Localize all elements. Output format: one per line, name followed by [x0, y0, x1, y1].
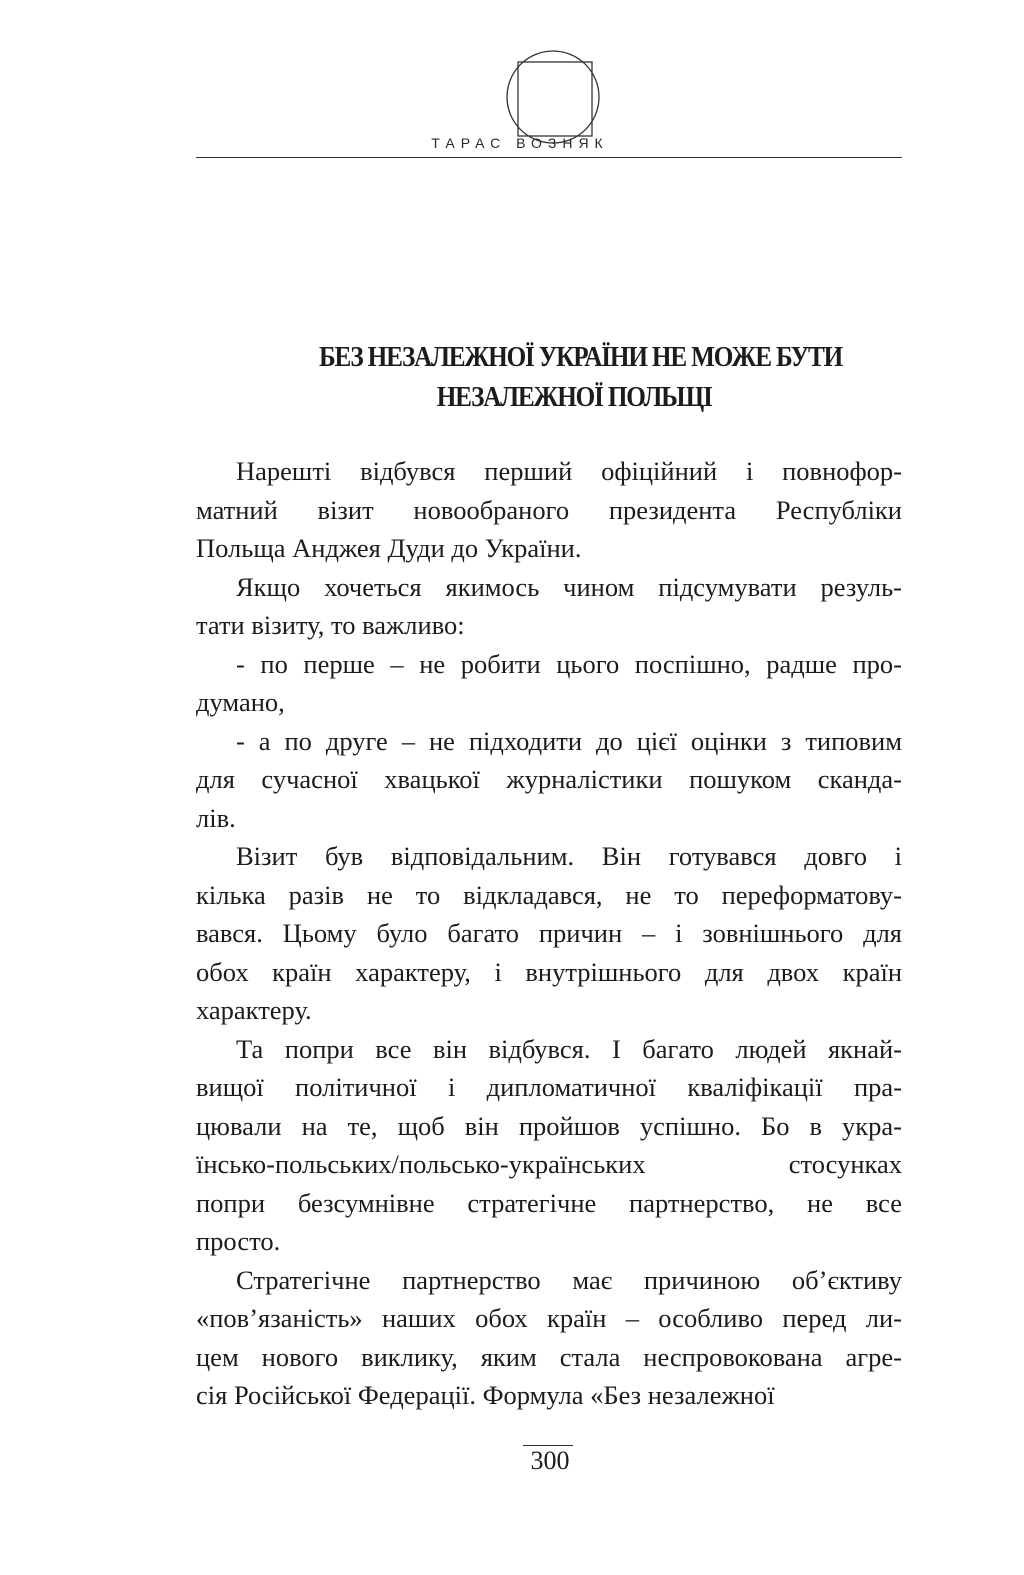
- paragraph: [196, 1261, 902, 1415]
- header-divider: [196, 157, 902, 158]
- paragraph-line: - по перше – не робити цього поспішно, радше про-: [236, 648, 902, 679]
- paragraph-line: сія Російської Федерації. Формула «Без незалежної: [196, 1380, 775, 1410]
- paragraph-line: тати візиту, то важливо:: [196, 610, 465, 640]
- paragraph-line: характеру.: [196, 995, 312, 1025]
- circle-square-emblem-icon: [504, 48, 602, 146]
- paragraph-line: Якщо хочеться якимось чином підсумувати резуль-: [236, 571, 902, 602]
- paragraph-line: просто.: [196, 1226, 281, 1256]
- paragraph-line: матний візит новообраного президента Республіки: [196, 494, 902, 525]
- body-text: [196, 452, 902, 1415]
- paragraph: [196, 452, 902, 568]
- paragraph-line: кілька разів не то відкладався, не то переформатову-: [196, 879, 902, 910]
- chapter-title-line-2: НЕЗАЛЕЖНОЇ ПОЛЬЩІ: [436, 382, 712, 413]
- paragraph-line: - а по друге – не підходити до цієї оцінки з типовим: [236, 725, 902, 756]
- paragraph: [196, 837, 902, 1030]
- paragraph-line: Стратегічне партнерство має причиною об’єктиву: [236, 1264, 902, 1295]
- paragraph-line: Польща Анджея Дуди до України.: [196, 533, 582, 563]
- paragraph-line: Та попри все він відбувся. І багато людей якнай-: [236, 1033, 902, 1064]
- paragraph-line: цювали на те, щоб він пройшов успішно. Бо в укра-: [196, 1110, 902, 1141]
- paragraph: [196, 1030, 902, 1261]
- paragraph-line: їнсько-польських/польсько-українських стосунках: [196, 1149, 902, 1179]
- paragraph-line: думано,: [196, 687, 285, 717]
- paragraph: [196, 722, 902, 838]
- paragraph-line: обох країн характеру, і внутрішнього для двох країн: [196, 956, 902, 987]
- paragraph-line: «пов’язаність» наших обох країн – особливо перед ли-: [196, 1303, 902, 1333]
- chapter-title-line-1: БЕЗ НЕЗАЛЕЖНОЇ УКРАЇНИ НЕ МОЖЕ БУТИ: [318, 342, 843, 373]
- paragraph-line: вищої політичної і дипломатичної кваліфікації пра-: [196, 1072, 902, 1102]
- paragraph-line: лів.: [196, 802, 236, 833]
- paragraph: [196, 645, 902, 722]
- paragraph-line: для сучасної хвацької журналістики пошуком сканда-: [196, 764, 902, 794]
- paragraph-line: цем нового виклику, яким стала неспровокована агре-: [196, 1341, 902, 1372]
- chapter-title: [231, 338, 866, 418]
- running-head-author: ТАРАС ВОЗНЯК: [431, 135, 609, 151]
- paragraph-line: попри безсумнівне стратегічне партнерство, не все: [196, 1187, 902, 1218]
- paragraph-line: вався. Цьому було багато причин – і зовнішнього для: [196, 918, 902, 948]
- paragraph-line: Нарешті відбувся перший офіційний і повнофор-: [236, 456, 902, 486]
- paragraph-line: Візит був відповідальним. Він готувався довго і: [236, 841, 902, 871]
- page-number: 300: [530, 1446, 570, 1475]
- paragraph: [196, 568, 902, 645]
